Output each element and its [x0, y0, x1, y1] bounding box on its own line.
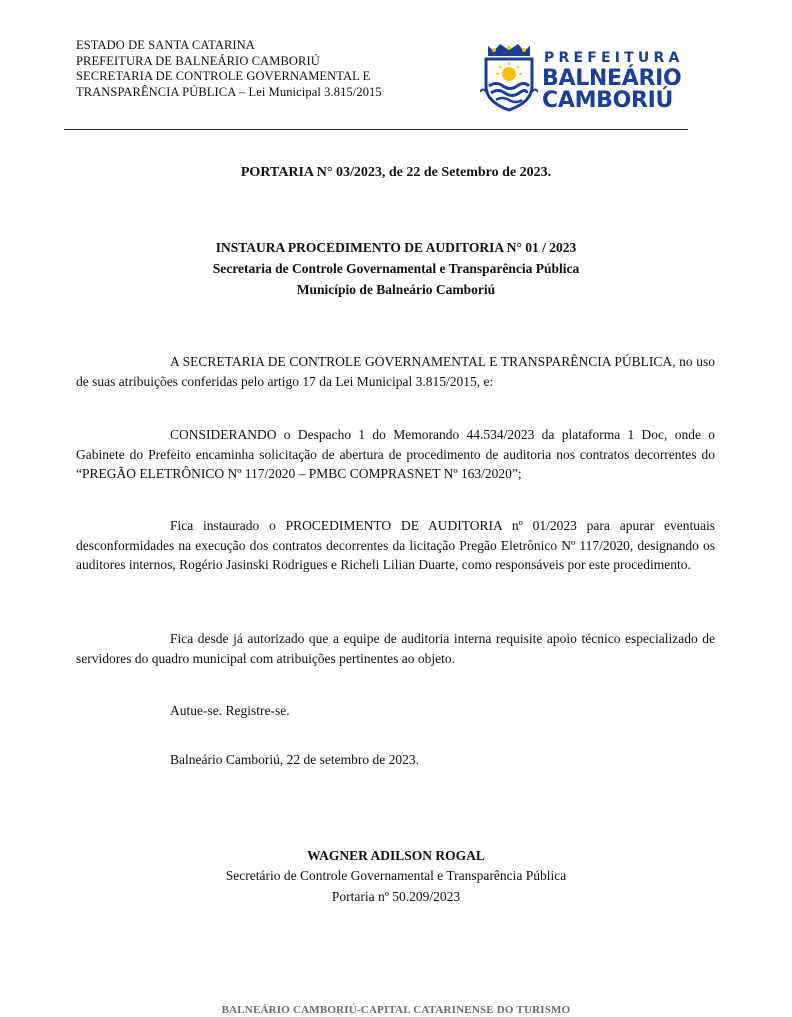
paragraph-autorizacao-text: Fica desde já autorizado que a equipe de auditoria interna requisite apoio técnico especializado de servidores do quadro municipal com atribuições pertinentes ao objeto. — [76, 631, 715, 666]
paragraph-instauracao-text: Fica instaurado o PROCEDIMENTO DE AUDITORIA nº 01/2023 para apurar eventuais desconformidades na execução dos contratos decorrentes da licitação Pregão Eletrônico Nº 117/2020, designando os auditores internos, Rogério Jasinski Rodrigues e Richeli Lilian Duarte, como responsáveis por este procedimento. — [76, 518, 715, 572]
header-divider — [64, 129, 688, 130]
logo-word-balneario: BALNEÁRIO — [542, 66, 682, 91]
letterhead-line-secretariat: SECRETARIA DE CONTROLE GOVERNAMENTAL E — [76, 69, 371, 83]
prefeitura-logo — [480, 42, 684, 114]
paragraph-preamble — [76, 352, 715, 391]
subject-block — [0, 237, 792, 300]
subject-line-secretariat: Secretaria de Controle Governamental e Transparência Pública — [212, 261, 580, 276]
portaria-title: PORTARIA N° 03/2023, de 22 de Setembro de 2023. — [240, 165, 552, 180]
paragraph-autorizacao — [76, 629, 715, 668]
subject-line-procedure: INSTAURA PROCEDIMENTO DE AUDITORIA N° 01 / 2023 — [215, 240, 577, 255]
subject-line-municipality: Município de Balneário Camboriú — [296, 282, 496, 297]
logo-word-camboriu: CAMBORIÚ — [542, 88, 674, 113]
city-crest-icon — [480, 42, 538, 114]
logo-word-prefeitura: PREFEITURA — [544, 50, 684, 66]
paragraph-considerando-text: CONSIDERANDO o Despacho 1 do Memorando 44.534/2023 da plataforma 1 Doc, onde o Gabinete do Prefeito encaminha solicitação de abertura de procedimento de auditoria nos contratos decorrentes do “PREGÃO ELETRÔNICO Nº 117/2020 – PMBC COMPRASNET Nº 163/2020”; — [76, 427, 715, 481]
page-footer: BALNEÁRIO CAMBORIÚ-CAPITAL CATARINENSE DO TURISMO — [221, 1004, 571, 1016]
closing-line: Autue-se. Registre-se. — [170, 703, 290, 718]
signatory-portaria: Portaria nº 50.209/2023 — [331, 889, 461, 904]
letterhead-text — [76, 38, 382, 100]
paragraph-instauracao — [76, 516, 715, 575]
letterhead-line-law: TRANSPARÊNCIA PÚBLICA – Lei Municipal 3.815/2015 — [76, 84, 382, 99]
letterhead-line-prefecture: PREFEITURA DE BALNEÁRIO CAMBORIÚ — [76, 53, 320, 68]
letterhead-line-state: ESTADO DE SANTA CATARINA — [76, 38, 255, 52]
signatory-role: Secretário de Controle Governamental e Transparência Pública — [225, 868, 567, 883]
paragraph-considerando — [76, 425, 715, 484]
place-date: Balneário Camboriú, 22 de setembro de 2023. — [170, 752, 419, 767]
signatory-name: WAGNER ADILSON ROGAL — [307, 848, 485, 863]
paragraph-preamble-text: A SECRETARIA DE CONTROLE GOVERNAMENTAL E TRANSPARÊNCIA PÚBLICA, no uso de suas atribuições conferidas pelo artigo 17 da Lei Municipal 3.815/2015, e: — [76, 354, 715, 389]
